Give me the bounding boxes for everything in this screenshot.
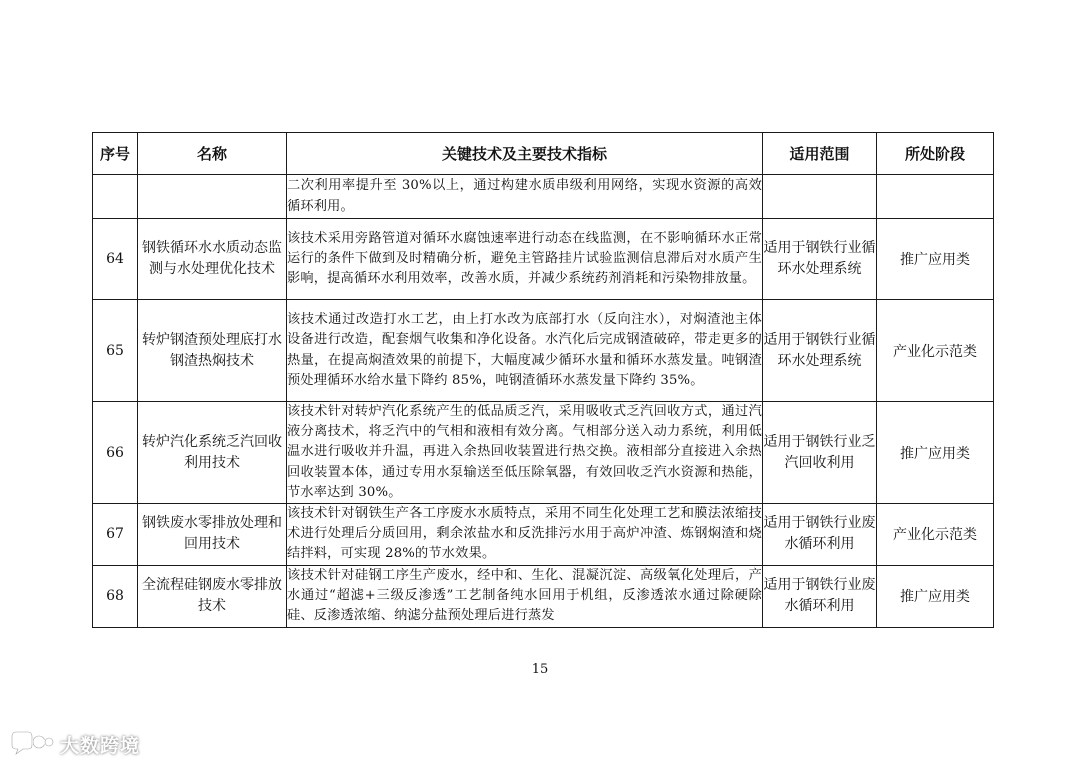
row-scope: 适用于钢铁行业乏汽回收利用 [763, 402, 877, 504]
watermark [10, 728, 140, 760]
row-number: 67 [93, 504, 138, 566]
row-scope: 适用于钢铁行业废水循环利用 [763, 504, 877, 566]
row-number [93, 175, 138, 219]
table-header-row [93, 133, 994, 175]
row-name [138, 175, 287, 219]
row-scope [763, 175, 877, 219]
row-name: 全流程硅钢废水零排放技术 [138, 565, 287, 627]
row-stage: 推广应用类 [877, 219, 994, 300]
row-name: 转炉汽化系统乏汽回收利用技术 [138, 402, 287, 504]
row-tech-description: 该技术针对钢铁生产各工序废水水质特点，采用不同生化处理工艺和膜法浓缩技术进行处理后分质回用，剩余浓盐水和反洗排污水用于高炉冲渣、炼钢焖渣和烧结拌料，可实现 28%的节水效果。 [287, 504, 763, 566]
row-name: 钢铁循环水水质动态监测与水处理优化技术 [138, 219, 287, 300]
page-number: 15 [531, 662, 549, 677]
header-name: 名称 [138, 133, 287, 175]
table-row [93, 300, 994, 402]
row-tech-description: 该技术通过改造打水工艺，由上打水改为底部打水（反向注水），对焖渣池主体设备进行改造，配套烟气收集和净化设备。水汽化后完成钢渣破碎，带走更多的热量，在提高焖渣效果的前提下，大幅度减少循环水量和循环水蒸发量。吨钢渣预处理循环水给水量下降约 85%，吨钢渣循环水蒸发量下降约 35%。 [287, 300, 763, 402]
row-stage [877, 175, 994, 219]
row-tech-description: 该技术针对硅钢工序生产废水，经中和、生化、混凝沉淀、高级氧化处理后，产水通过“超滤+三级反渗透”工艺制备纯水回用于机组，反渗透浓水通过除硬除硅、反渗透浓缩、纳滤分盐预处理后进行蒸发 [287, 565, 763, 627]
row-scope: 适用于钢铁行业循环水处理系统 [763, 219, 877, 300]
row-tech-description: 该技术针对转炉汽化系统产生的低品质乏汽，采用吸收式乏汽回收方式，通过汽液分离技术，将乏汽中的气相和液相有效分离。气相部分送入动力系统，利用低温水进行吸收并升温，再进入余热回收装置进行热交换。液相部分直接进入余热回收装置本体，通过专用水泵输送至低压除氧器，有效回收乏汽水资源和热能，节水率达到 30%。 [287, 402, 763, 504]
technology-table [92, 132, 994, 628]
row-scope: 适用于钢铁行业循环水处理系统 [763, 300, 877, 402]
row-stage: 推广应用类 [877, 402, 994, 504]
table-row [93, 219, 994, 300]
watermark-text: 大数跨境 [60, 734, 141, 757]
row-name: 转炉钢渣预处理底打水钢渣热焖技术 [138, 300, 287, 402]
header-serial-number: 序号 [93, 133, 138, 175]
row-tech-description: 二次利用率提升至 30%以上，通过构建水质串级利用网络，实现水资源的高效循环利用。 [287, 175, 763, 219]
table-row [93, 402, 994, 504]
row-number: 66 [93, 402, 138, 504]
row-stage: 产业化示范类 [877, 300, 994, 402]
row-number: 64 [93, 219, 138, 300]
table-row [93, 175, 994, 219]
row-scope: 适用于钢铁行业废水循环利用 [763, 565, 877, 627]
header-stage: 所处阶段 [877, 133, 994, 175]
row-stage: 产业化示范类 [877, 504, 994, 566]
row-name: 钢铁废水零排放处理和回用技术 [138, 504, 287, 566]
table-row [93, 565, 994, 627]
header-key-technology: 关键技术及主要技术指标 [287, 133, 763, 175]
table-row [93, 504, 994, 566]
row-stage: 推广应用类 [877, 565, 994, 627]
row-tech-description: 该技术采用旁路管道对循环水腐蚀速率进行动态在线监测，在不影响循环水正常运行的条件下做到及时精确分析，避免主管路挂片试验监测信息滞后对水质产生影响，提高循环水利用效率，改善水质，并减少系统药剂消耗和污染物排放量。 [287, 219, 763, 300]
row-number: 65 [93, 300, 138, 402]
row-number: 68 [93, 565, 138, 627]
chat-bubble-logo-icon [10, 728, 54, 760]
header-scope: 适用范围 [763, 133, 877, 175]
